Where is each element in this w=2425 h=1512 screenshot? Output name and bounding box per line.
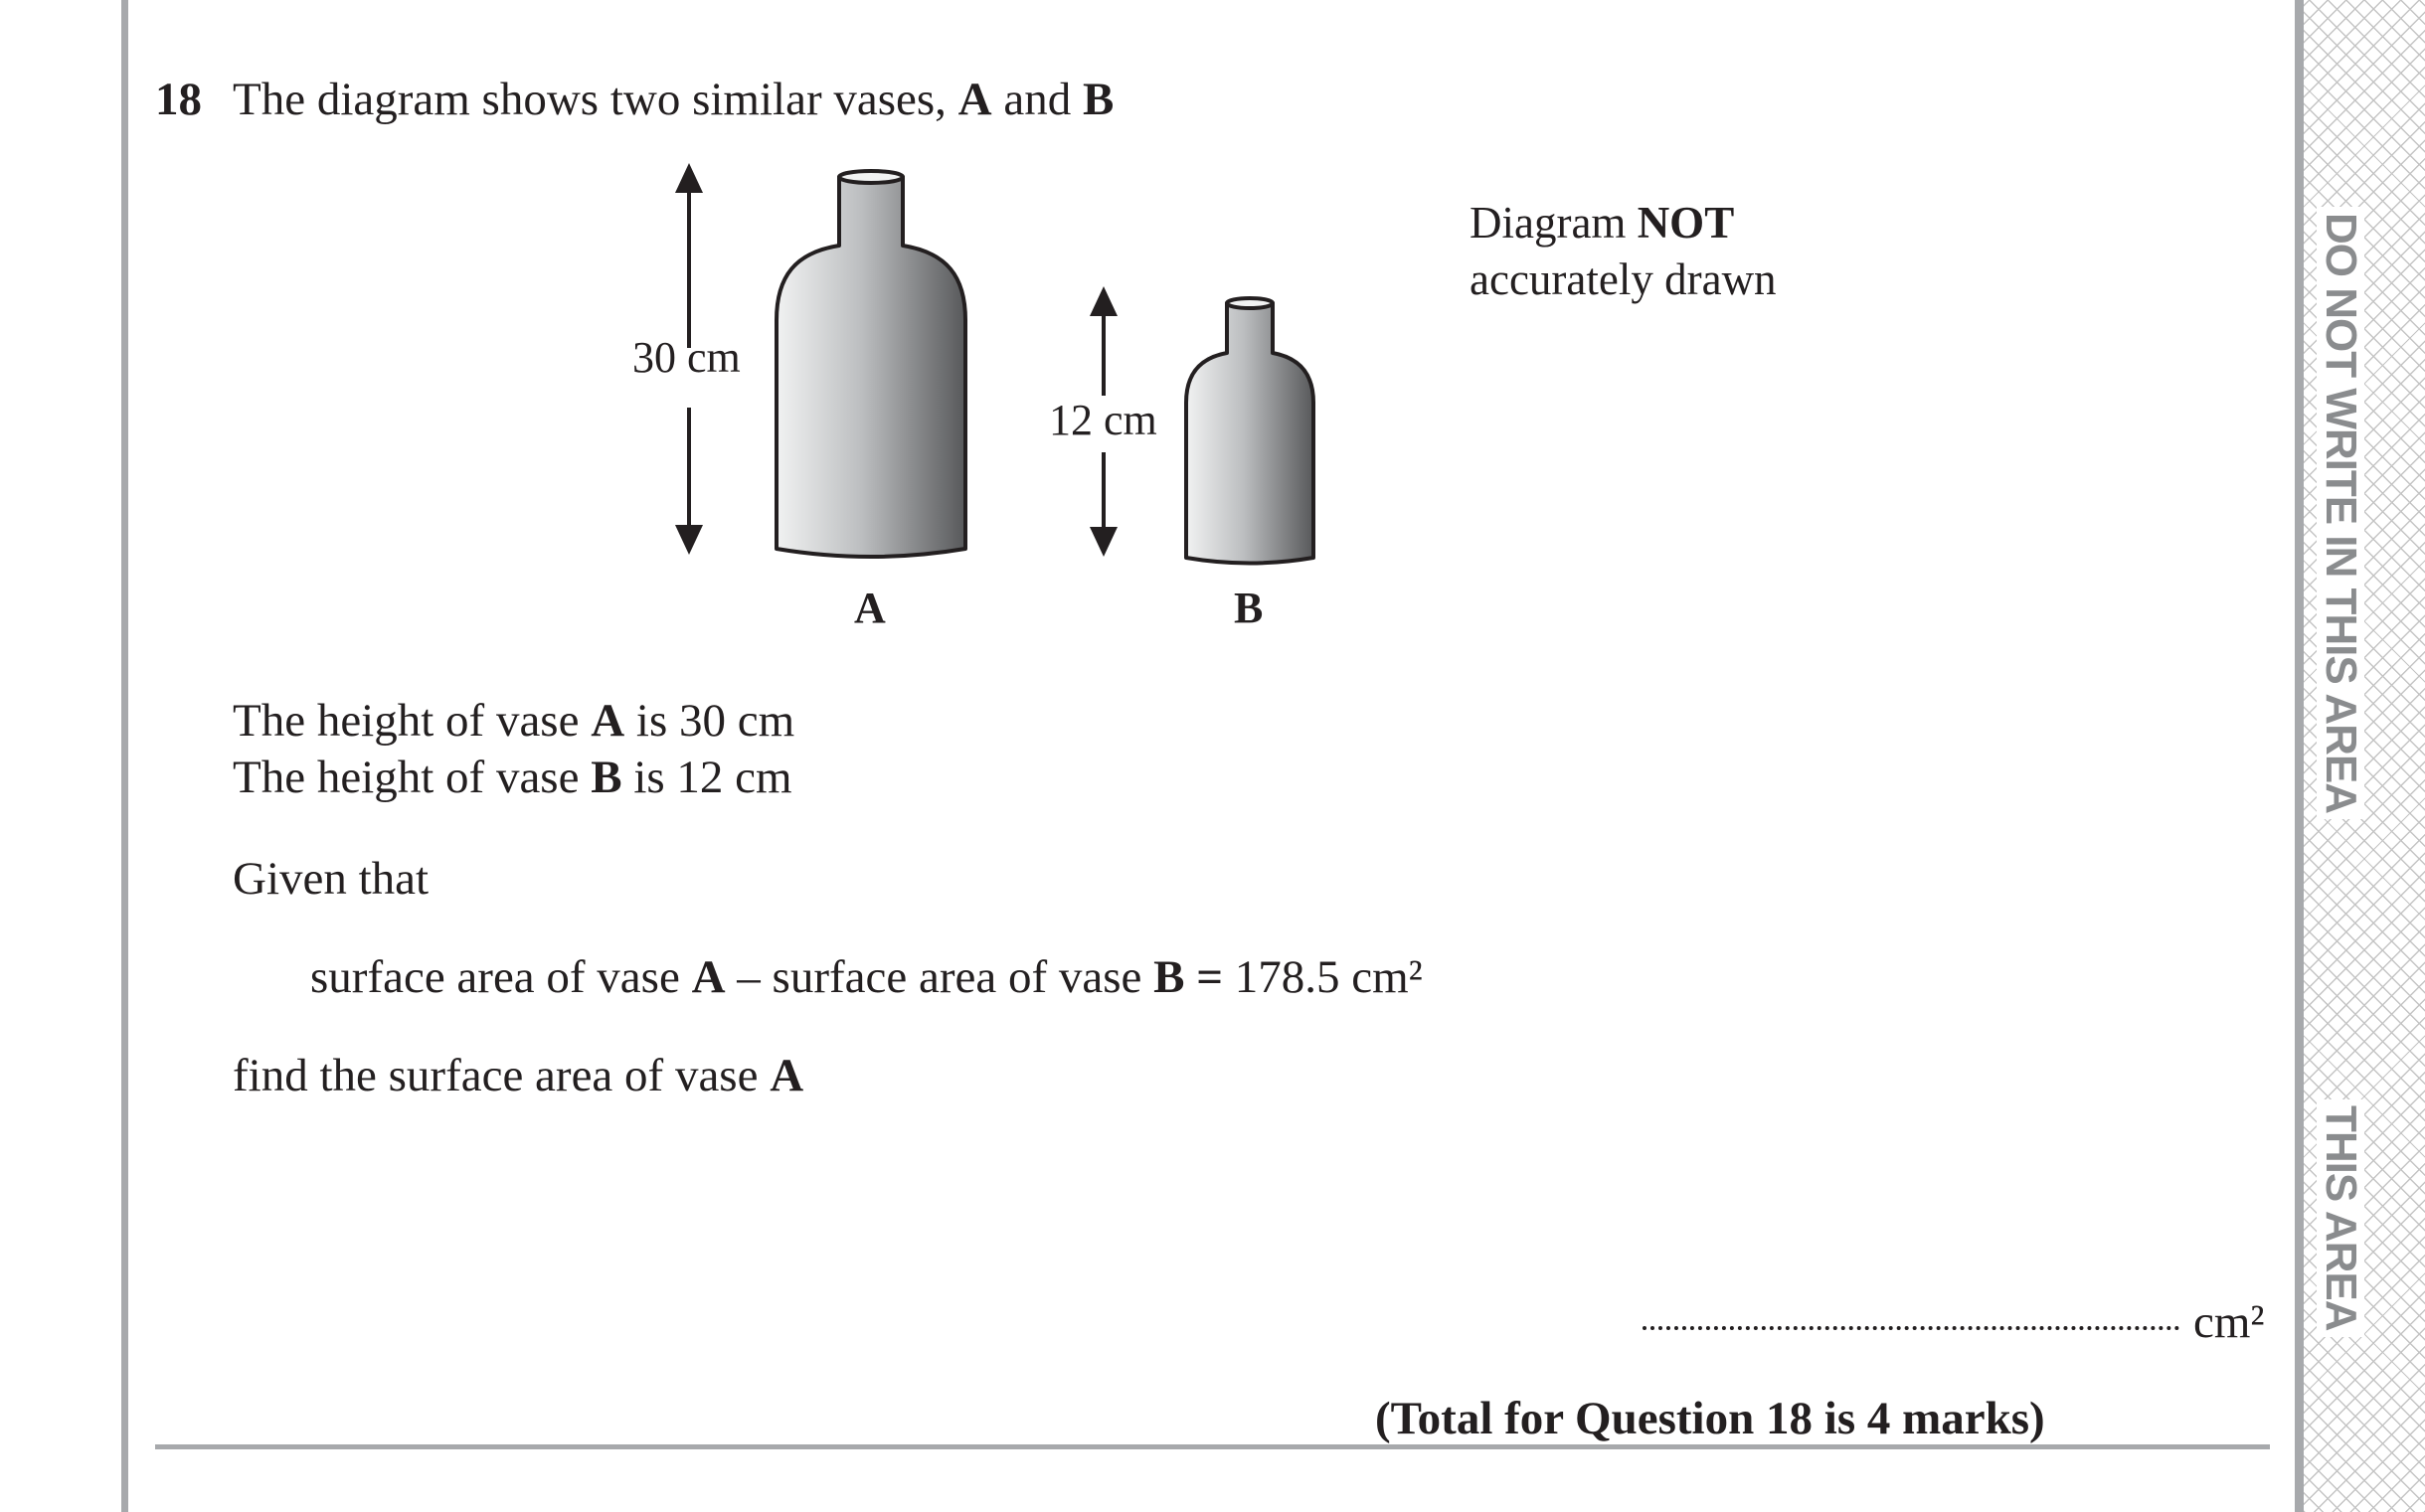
question-number: 18 bbox=[155, 74, 202, 125]
find-instruction: find the surface area of vase A bbox=[233, 1050, 804, 1101]
height-a-statement: The height of vase A is 30 cm bbox=[233, 695, 795, 747]
given-that-text: Given that bbox=[233, 853, 430, 905]
margin-warning-text-2: THIS AREA bbox=[2317, 1099, 2364, 1337]
answer-line[interactable] bbox=[1643, 1326, 2179, 1330]
vases-diagram bbox=[597, 149, 1392, 636]
surface-area-equation: surface area of vase A – surface area of vase B = 178.5 cm² bbox=[310, 951, 1423, 1003]
vase-b-label: B bbox=[1234, 584, 1264, 632]
height-b-statement: The height of vase B is 12 cm bbox=[233, 752, 792, 803]
bottom-divider bbox=[155, 1444, 2270, 1449]
answer-unit: cm² bbox=[2193, 1296, 2265, 1348]
diagram-accuracy-note: Diagram NOT accurately drawn bbox=[1470, 198, 1777, 304]
vase-a-label: A bbox=[854, 584, 886, 632]
left-page-border bbox=[121, 0, 128, 1512]
right-page-border bbox=[2295, 0, 2304, 1512]
vase-a-rim bbox=[839, 171, 903, 183]
vase-b-height-label: 12 cm bbox=[1049, 396, 1157, 444]
vase-a-shape bbox=[777, 177, 965, 557]
margin-warning-text: DO NOT WRITE IN THIS AREA bbox=[2317, 207, 2364, 819]
vase-b-shape bbox=[1186, 303, 1313, 564]
question-total: (Total for Question 18 is 4 marks) bbox=[1375, 1393, 2045, 1444]
vase-a-height-label: 30 cm bbox=[632, 333, 741, 382]
question-intro: The diagram shows two similar vases, A and B bbox=[233, 74, 1115, 125]
vase-b-rim bbox=[1227, 298, 1273, 308]
